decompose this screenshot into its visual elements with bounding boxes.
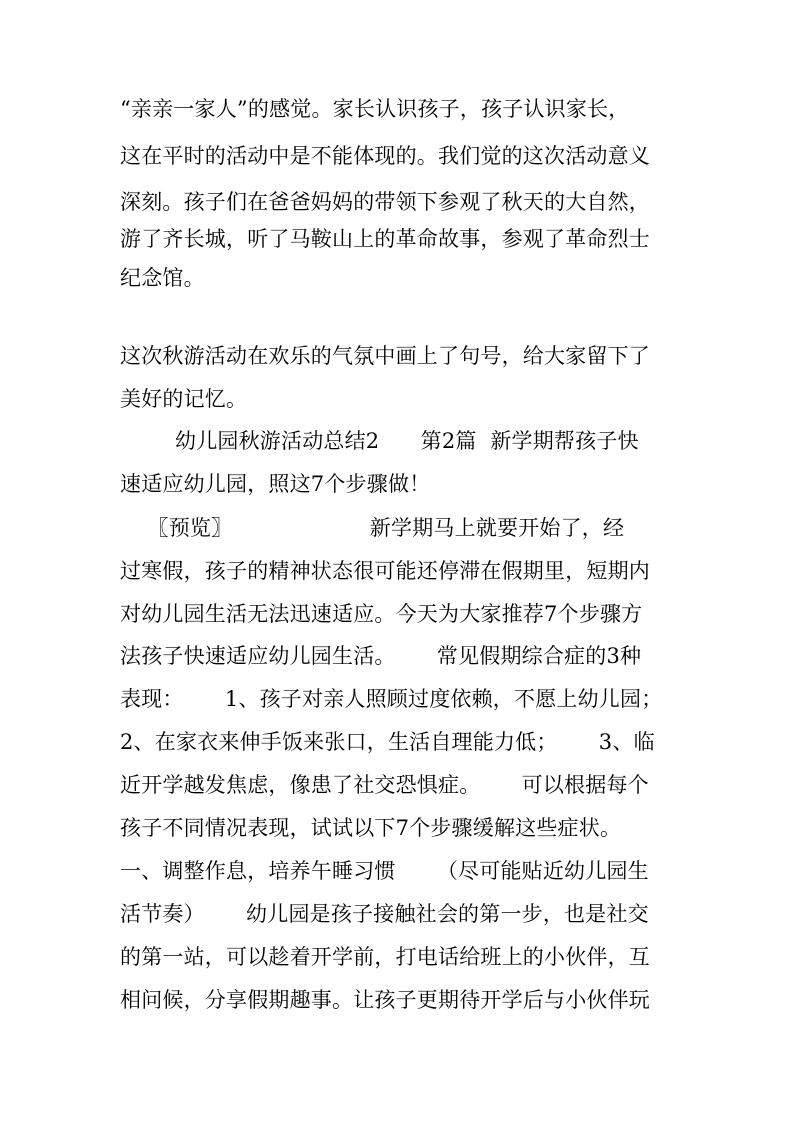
text-line: 美好的记忆。	[120, 387, 248, 411]
text-line: 一、调整作息，培养午睡习惯 （尽可能贴近幼儿园生	[120, 859, 649, 883]
section-heading-line: 幼儿园秋游活动总结2 第2篇 新学期帮孩子快	[120, 429, 639, 453]
text-line: 活节奏） 幼儿园是孩子接触社会的第一步，也是社交	[120, 902, 649, 926]
text-line: 对幼儿园生活无法迅速适应。今天为大家推荐7个步骤方	[120, 602, 643, 626]
text-line: 相问候，分享假期趣事。让孩子更期待开学后与小伙伴玩	[120, 988, 650, 1012]
text-line: 过寒假，孩子的精神状态很可能还停滞在假期里，短期内	[120, 559, 650, 583]
text-line: 游了齐长城，听了马鞍山上的革命故事，参观了革命烈士	[120, 227, 650, 251]
section-heading-line: 速适应幼儿园，照这7个步骤做！	[120, 472, 431, 496]
text-line: 的第一站，可以趁着开学前，打电话给班上的小伙伴，互	[120, 945, 650, 969]
text-line: 这次秋游活动在欢乐的气氛中画上了句号，给大家留下了	[120, 344, 650, 368]
text-line: 这在平时的活动中是不能体现的。我们觉的这次活动意义	[120, 144, 650, 168]
text-line: 近开学越发焦虑，像患了社交恐惧症。 可以根据每个	[120, 773, 649, 797]
text-line: 2、在家衣来伸手饭来张口，生活自理能力低； 3、临	[120, 730, 655, 754]
text-line: 法孩子快速适应幼儿园生活。 常见假期综合症的3种	[120, 644, 642, 668]
text-line: 深刻。孩子们在爸爸妈妈的带领下参观了秋天的大自然，	[120, 190, 650, 214]
text-line: 孩子不同情况表现，试试以下7个步骤缓解这些症状。	[120, 816, 622, 840]
text-line: “亲亲一家人”的感觉。家长认识孩子，孩子认识家长，	[120, 97, 630, 121]
text-line: 〖预览〗 新学期马上就要开始了，经	[120, 516, 625, 540]
text-line: 表现： 1、孩子对亲人照顾过度依赖，不愿上幼儿园；	[120, 687, 663, 711]
text-line: 纪念馆。	[120, 266, 205, 290]
